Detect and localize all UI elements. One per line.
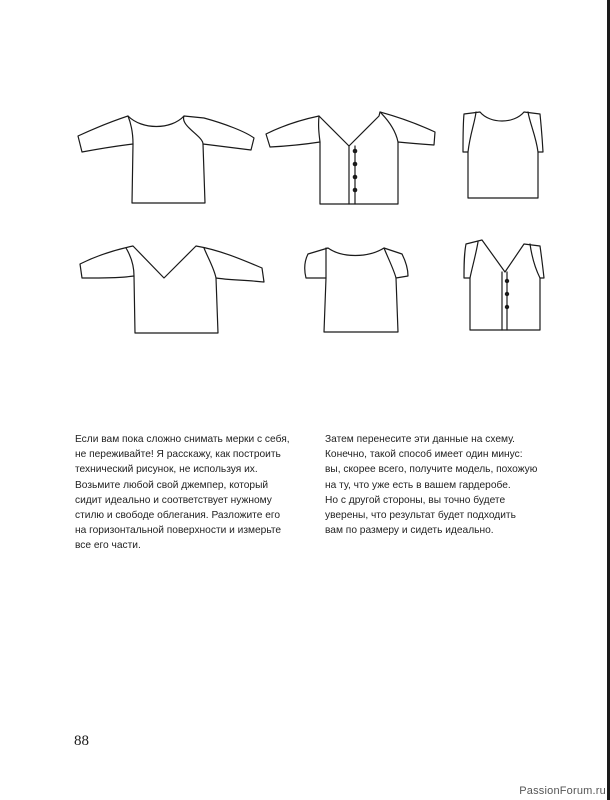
cardigan-v-neck-buttons-sketch: [262, 108, 442, 212]
left-paragraph: Если вам пока сложно снимать мерки с себя, не переживайте! Я расскажу, как построить технический рисунок, не используя их. Возьмите любой свой джемпер, который сидит идеально и соответствует нужному стилю и свободе облегания. Разложите его на горизонтальной поверхности и измерьте все его части.: [75, 434, 290, 552]
sleeveless-top-round-neck-sketch: [458, 108, 548, 204]
right-paragraph: Затем перенесите эти данные на схему. Конечно, такой способ имеет один минус: вы, скорее всего, получите модель, похожую на ту, что уже есть в вашем гардеробе. Но с другой стороны, вы точно будете уверены, что результат будет подходить вам по размеру и сидеть идеально.: [325, 434, 538, 537]
watermark: PassionForum.ru: [519, 785, 606, 797]
short-sleeve-top-round-neck-sketch: [302, 244, 414, 338]
left-text-column: [75, 432, 325, 554]
right-text-column: [325, 432, 575, 538]
raglan-jumper-round-neck-sketch: [76, 106, 256, 206]
page-number: 88: [74, 733, 89, 749]
jumper-v-neck-sketch: [78, 238, 278, 336]
vest-v-neck-buttons-sketch: [458, 238, 552, 336]
